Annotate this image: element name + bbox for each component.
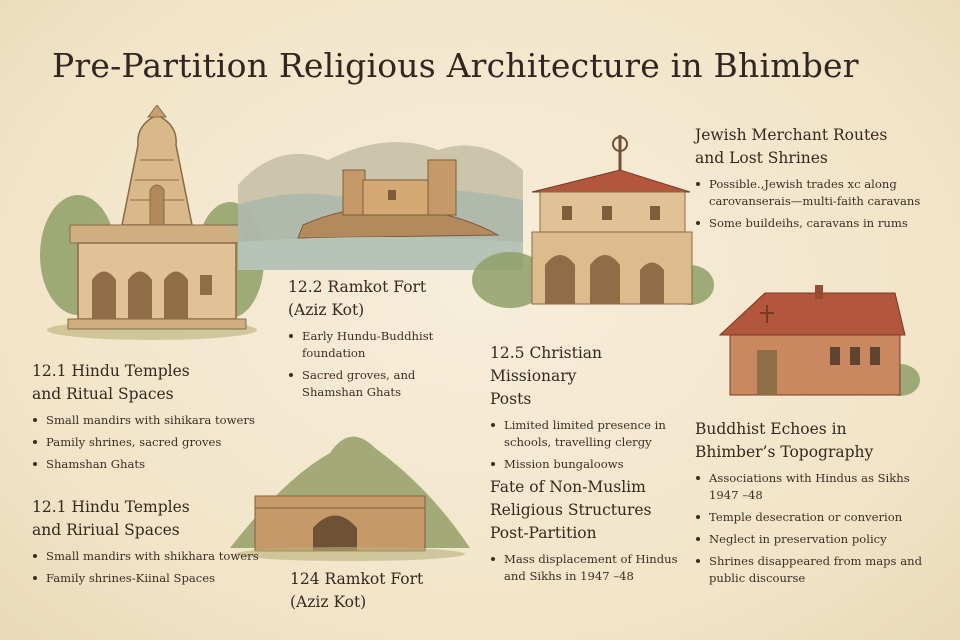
list-item: Some buildeihs, caravans in rums xyxy=(695,215,925,232)
section-heading xyxy=(695,124,925,170)
list-item: Possible.,Jewish trades ⅹc along carovanserais—multi-faith caravans xyxy=(695,176,925,210)
heading-line: 12.1 Hindu Temples xyxy=(32,362,190,380)
section-fate-non-muslim xyxy=(490,476,690,590)
heading-line: Jewish Merchant Routes xyxy=(695,126,888,144)
section-heading xyxy=(490,342,690,411)
list-item: Neglect in preservation policy xyxy=(695,531,925,548)
list-item: Sacred groves, and Shamshan Ghats xyxy=(288,367,463,401)
list-item: Shrines disappeared from maps and public discourse xyxy=(695,553,925,587)
heading-line: and Ritual Spaces xyxy=(32,385,174,403)
list-item: Limited limited presence in schools, travelling clergy xyxy=(490,417,690,451)
section-christian-missionary xyxy=(490,342,690,478)
section-heading xyxy=(490,476,690,545)
heading-line: Buddhist Echoes in xyxy=(695,420,847,438)
heading-line: and Ririual Spaces xyxy=(32,521,180,539)
heading-line: Post-Partition xyxy=(490,524,597,542)
list-item: Small mandirs with sihikara towers xyxy=(32,412,267,429)
list-item: Pamily shrines, sacred groves xyxy=(32,434,267,451)
section-hindu-temples-1 xyxy=(32,360,267,478)
bullet-list xyxy=(288,328,463,401)
bullet-list xyxy=(695,470,925,587)
section-hindu-temples-2 xyxy=(32,496,272,592)
list-item: Associations with Hindus as Sikhs 1947 –48 xyxy=(695,470,925,504)
section-heading xyxy=(695,418,925,464)
section-heading xyxy=(32,496,272,542)
section-ramkot-fort-2 xyxy=(290,568,460,620)
section-ramkot-fort-1 xyxy=(288,276,463,406)
heading-line: Posts xyxy=(490,390,532,408)
bullet-list xyxy=(490,551,690,585)
section-buddhist-echoes xyxy=(695,418,925,592)
hindu-temple-illustration xyxy=(40,105,265,340)
heading-line: 124 Ramkot Fort xyxy=(290,570,424,588)
heading-line: (Aziz Kot) xyxy=(288,301,365,319)
bullet-list xyxy=(32,548,272,587)
list-item: Family shrines-Kiinal Spaces xyxy=(32,570,272,587)
heading-line: Bhimber’s Topography xyxy=(695,443,874,461)
section-jewish-merchant xyxy=(695,124,925,237)
list-item: Mass displacement of Hindus and Sikhs in 1947 –48 xyxy=(490,551,690,585)
missionary-church-illustration xyxy=(470,130,715,310)
heading-line: 12.1 Hindu Temples xyxy=(32,498,190,516)
list-item: Small mandirs with shikhara towers xyxy=(32,548,272,565)
bullet-list xyxy=(695,176,925,232)
section-heading xyxy=(288,276,463,322)
section-heading xyxy=(32,360,267,406)
bullet-list xyxy=(32,412,267,473)
heading-line: and Lost Shrines xyxy=(695,149,828,167)
section-heading xyxy=(290,568,460,614)
heading-line: Religious Structures xyxy=(490,501,652,519)
heading-line: 12.2 Ramkot Fort xyxy=(288,278,427,296)
list-item: Temple desecration or converion xyxy=(695,509,925,526)
list-item: Early Hundu-Buddhist foundation xyxy=(288,328,463,362)
heading-line: 12.5 Christian Missionary xyxy=(490,344,603,385)
heading-line: Fate of Non-Muslim xyxy=(490,478,646,496)
page-title: Pre-Partition Religious Architecture in Bhimber xyxy=(52,46,859,85)
bullet-list xyxy=(490,417,690,473)
list-item: Shamshan Ghats xyxy=(32,456,267,473)
list-item: Mission bungaloows xyxy=(490,456,690,473)
brick-chapel-illustration xyxy=(705,285,920,400)
heading-line: (Aziz Kot) xyxy=(290,593,367,611)
